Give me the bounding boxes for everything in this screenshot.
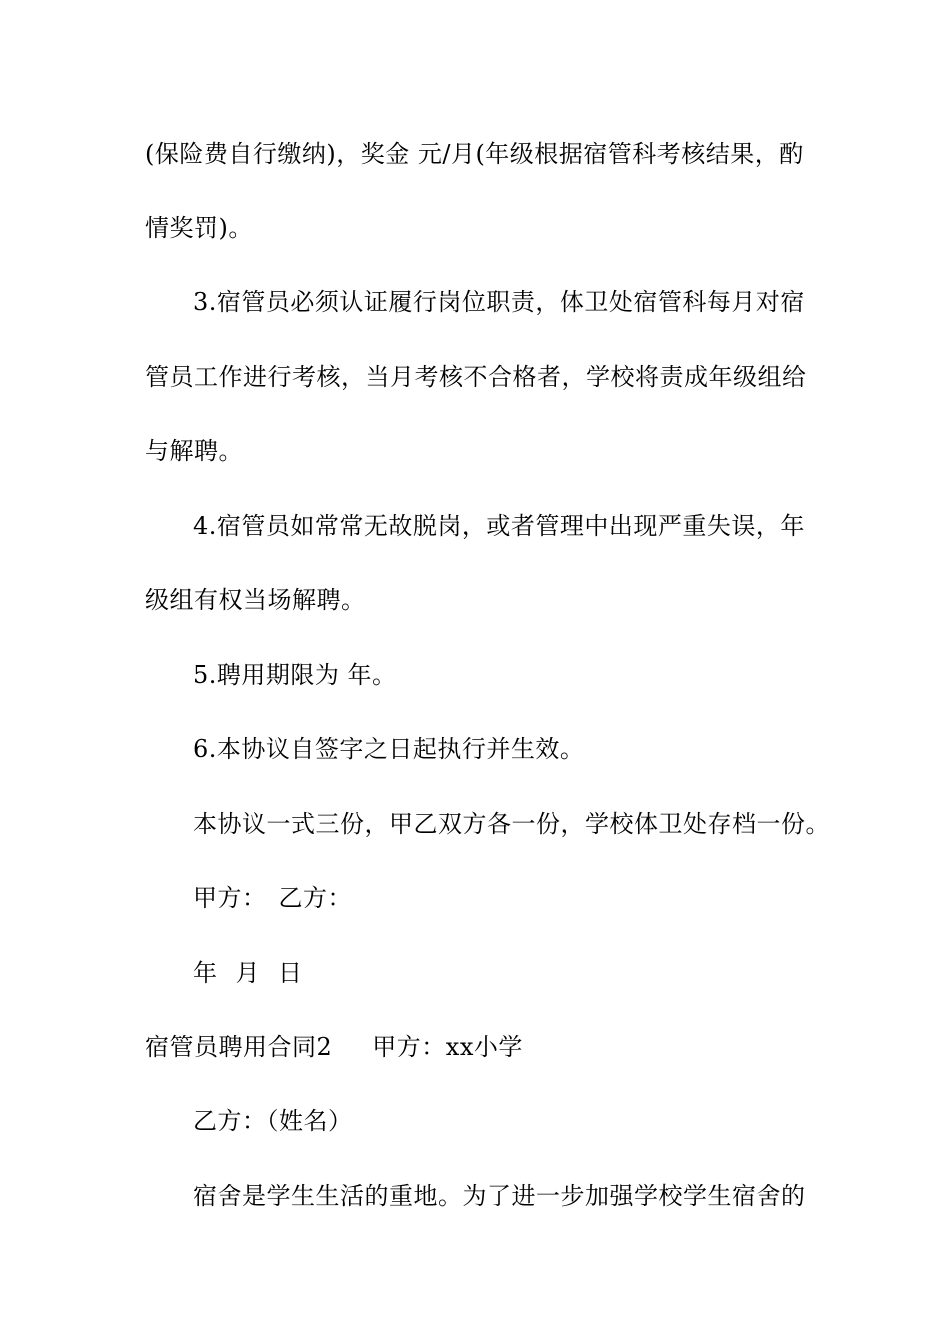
contract2-party-b: 乙方：（姓名）: [193, 1107, 353, 1135]
date-year: 年: [193, 959, 218, 987]
party-b-label: 乙方：: [278, 884, 352, 912]
contract2-intro: 宿舍是学生生活的重地。为了进一步加强学校学生宿舍的: [193, 1182, 806, 1210]
paragraph-line: 与解聘。: [145, 437, 243, 465]
contract2-title: 宿管员聘用合同2: [145, 1033, 333, 1061]
clause-6-line: 6.本协议自签字之日起执行并生效。: [193, 735, 585, 763]
signature-line: [193, 883, 352, 913]
date-month: 月: [235, 959, 260, 987]
paragraph-line: (保险费自行缴纳)，奖金 元/月(年级根据宿管科考核结果，酌: [145, 140, 804, 168]
contract2-party-a: 甲方：xx小学: [372, 1033, 523, 1061]
copies-line: 本协议一式三份，甲乙双方各一份，学校体卫处存档一份。: [193, 810, 830, 838]
paragraph-line: 管员工作进行考核，当月考核不合格者，学校将责成年级组给: [145, 363, 807, 391]
clause-5-line: 5.聘用期限为 年。: [193, 661, 397, 689]
party-a-label: 甲方：: [193, 884, 267, 912]
date-line: [193, 958, 303, 988]
contract2-heading-line: [145, 1032, 523, 1062]
clause-4-line: 4.宿管员如常常无故脱岗，或者管理中出现严重失误，年: [193, 512, 805, 540]
paragraph-line: 级组有权当场解聘。: [145, 586, 366, 614]
paragraph-line: 情奖罚)。: [145, 214, 253, 242]
clause-3-line: 3.宿管员必须认证履行岗位职责，体卫处宿管科每月对宿: [193, 288, 805, 316]
date-day: 日: [278, 959, 303, 987]
